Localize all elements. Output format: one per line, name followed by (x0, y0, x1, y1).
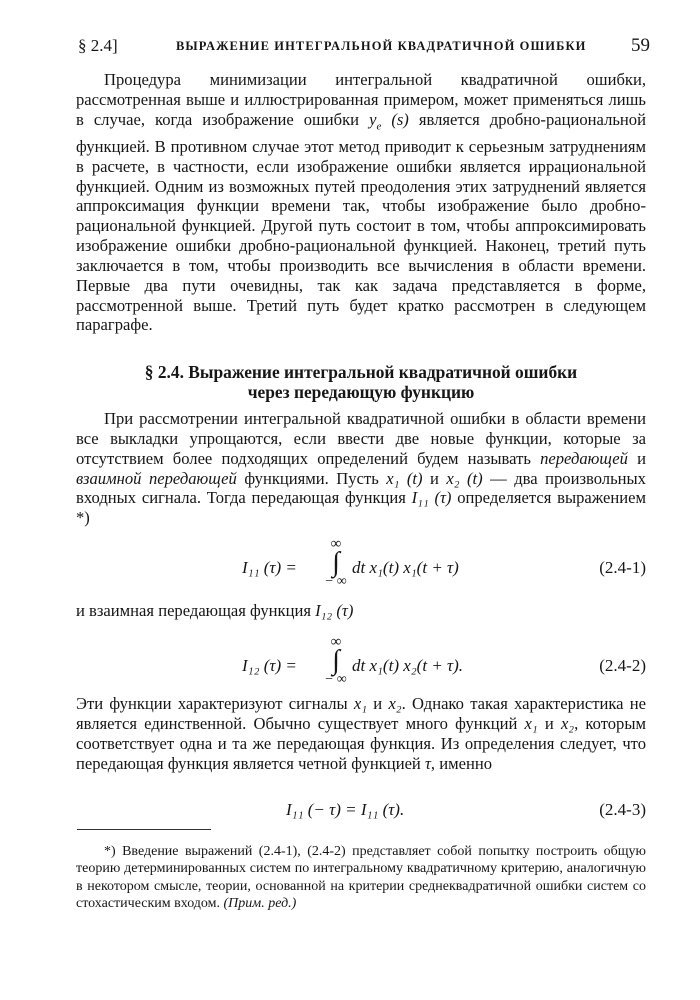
paragraph-intro: Процедура минимизации интегральной квадратичной ошибки, рассмотренная выше и иллюстрированная примером, может применяться лишь в случае, когда изображение ошибки $y_e$ (s) является дробно-рациональной функцией. В противном случае этот метод приводит к серьезным затруднениям в расчете, в частности, если изображение ошибки является иррациональной функцией. Одним из возможных путей преодоления этих затруднений является аппроксимация функции времени так, чтобы изображение было дробно-рациональной функцией. Другой путь состоит в том, чтобы аппроксимировать изображение ошибки дробно-рациональной функцией. Наконец, третий путь заключается в том, чтобы производить все вычисления в области времени. Первые два пути очевидны, так как задача представляется в форме, рассмотренной выше. Третий путь будет кратко рассмотрен в следующем параграфе. (76, 70, 646, 335)
equation-label: (2.4-3) (599, 800, 646, 819)
section-heading: § 2.4. Выражение интегральной квадратичной ошибки через передающую функцию (144, 362, 578, 402)
equation-expr: I₁₁ (− τ) = I₁₁ (τ). (286, 800, 405, 819)
equation-body: dt x₁(t) x₁(t + τ) (352, 558, 459, 577)
term-transfer: передающей (540, 448, 628, 468)
integral-sign: ∞ ∫ − ∞ (325, 536, 347, 589)
equation-2-4-3 (76, 800, 646, 824)
equation-label: (2.4-1) (599, 558, 646, 577)
equation-body: dt x₁(t) x₂(t + τ). (352, 656, 464, 675)
ye-symbol: y (369, 109, 377, 129)
paragraph-definitions: При рассмотрении интегральной квадратичной ошибки в области времени все выкладки упрощаются, если ввести две новые функции, которые за отсутствием более подходящих определений будем называть передающей и взаимной передающей функциями. Пусть x₁ (t) и x₂ (t) — два произвольных входных сигнала. Тогда передающая функция I₁₁ (τ) определяется выражением *) (76, 409, 646, 528)
interstitial-text: и взаимная передающая функция I₁₂ (τ) (76, 601, 354, 620)
footnote: *) Введение выражений (2.4-1), (2.4-2) представляет собой попытку построить общую теорию детерминированных систем по интегральному квадратичному критерию, аналогичную в некотором смысле, теории, основанной на критерии среднеквадратичной ошибки систем со стохастическим входом. (Прим. ред.) (76, 844, 646, 912)
equation-label: (2.4-2) (599, 656, 646, 675)
term-mutual-transfer: взаимной передающей (76, 468, 237, 488)
page-number: 59 (631, 35, 650, 56)
header-section: § 2.4] (78, 36, 118, 55)
ye-subscript: e (376, 120, 382, 132)
equation-2-4-2 (76, 636, 646, 696)
equation-2-4-1 (76, 538, 646, 598)
footnote-divider (77, 829, 211, 830)
running-header (78, 36, 650, 58)
equation-lhs: I₁₁ (τ) = (242, 558, 297, 577)
editor-note: (Прим. ред.) (223, 896, 297, 912)
header-title: ВЫРАЖЕНИЕ ИНТЕГРАЛЬНОЙ КВАДРАТИЧНОЙ ОШИБКИ (176, 39, 587, 53)
paragraph-properties: Эти функции характеризуют сигналы x₁ и x₂. Однако такая характеристика не является единственной. Обычно существует много функций x₁ и x₂, которым соответствует одна и та же передающая функция. Из определения следует, что передающая функция является четной функцией τ, именно (76, 694, 647, 773)
integral-sign: ∞ ∫ − ∞ (325, 634, 347, 687)
equation-lhs: I₁₂ (τ) = (242, 656, 297, 675)
